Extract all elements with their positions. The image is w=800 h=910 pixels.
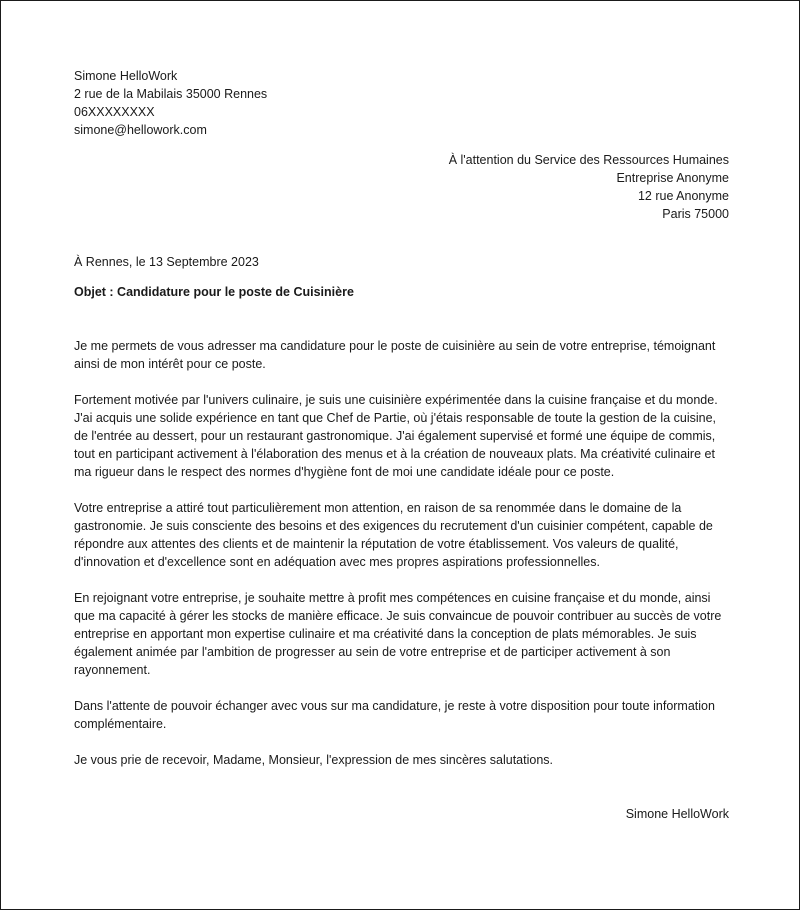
sender-block	[74, 67, 729, 139]
sender-email: simone@hellowork.com	[74, 123, 207, 137]
paragraph: Votre entreprise a attiré tout particulièrement mon attention, en raison de sa renommée dans le domaine de la gastronomie. Je suis consciente des besoins et des exigences du recrutement d'un cuisinier compétent, capable de répondre aux attentes des clients et de maintenir la réputation de votre établissement. Vos valeurs de qualité, d'innovation et d'excellence sont en adéquation avec mes propres aspirations professionnelles.	[74, 501, 713, 569]
paragraph: En rejoignant votre entreprise, je souhaite mettre à profit mes compétences en cuisine française et du monde, ainsi que ma capacité à gérer les stocks de manière efficace. Je suis convaincue de pouvoir contribuer au succès de votre entreprise en apportant mon expertise culinaire et ma créativité dans la conception de plats mémorables. Je suis également animée par l'ambition de progresser au sein de votre entreprise et de participer activement à son rayonnement.	[74, 591, 722, 677]
sender-address: 2 rue de la Mabilais 35000 Rennes	[74, 87, 268, 101]
paragraph: Je me permets de vous adresser ma candidature pour le poste de cuisinière au sein de votre entreprise, témoignant ainsi de mon intérêt pour ce poste.	[74, 339, 716, 371]
recipient-block	[74, 151, 729, 223]
letter-subject: Objet : Candidature pour le poste de Cuisinière	[74, 285, 354, 299]
letter-signature: Simone HelloWork	[625, 807, 729, 821]
sender-name: Simone HelloWork	[74, 69, 178, 83]
letter-body	[74, 337, 729, 769]
paragraph: Fortement motivée par l'univers culinaire, je suis une cuisinière expérimentée dans la cuisine française et du monde. J'ai acquis une solide expérience en tant que Chef de Partie, où j'étais responsable de toute la gestion de la cuisine, de l'entrée au dessert, pour un restaurant gastronomique. J'ai également supervisé et formé une équipe de commis, tout en participant activement à l'élaboration des menus et à la création de nouveaux plats. Ma créativité culinaire et ma rigueur dans le respect des normes d'hygiène font de moi une candidate idéale pour ce poste.	[74, 393, 718, 479]
letter-date: À Rennes, le 13 Septembre 2023	[74, 255, 259, 269]
paragraph: Dans l'attente de pouvoir échanger avec vous sur ma candidature, je reste à votre disposition pour toute information complémentaire.	[74, 699, 715, 731]
sender-phone: 06XXXXXXXX	[74, 105, 155, 119]
letter-content	[74, 67, 729, 823]
recipient-attention: À l'attention du Service des Ressources Humaines	[448, 153, 729, 167]
paragraph: Je vous prie de recevoir, Madame, Monsieur, l'expression de mes sincères salutations.	[74, 753, 554, 767]
recipient-city: Paris 75000	[662, 207, 729, 221]
recipient-company: Entreprise Anonyme	[616, 171, 729, 185]
recipient-street: 12 rue Anonyme	[637, 189, 729, 203]
